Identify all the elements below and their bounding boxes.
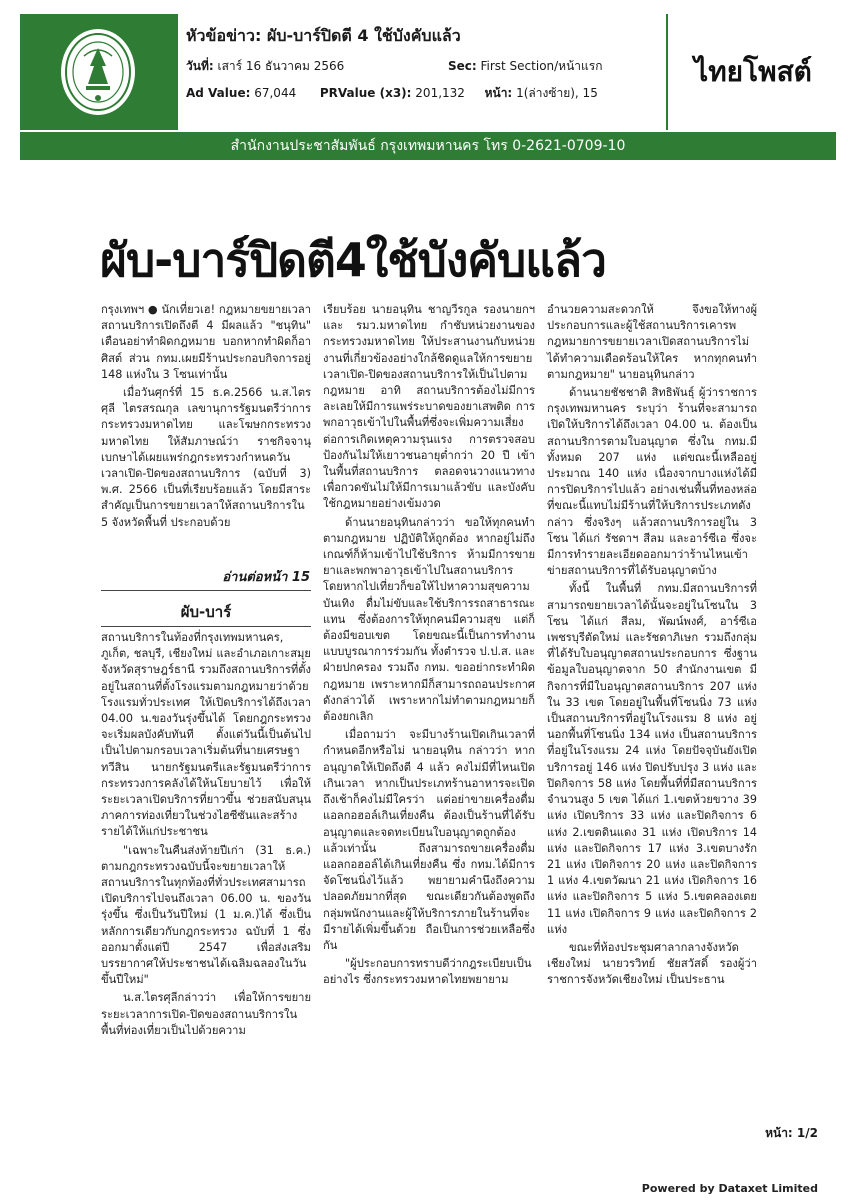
powered-by: Powered by Dataxet Limited	[641, 1182, 818, 1195]
section-value: First Section/หน้าแรก	[480, 59, 603, 73]
clipping-header	[20, 14, 836, 160]
article-column-1	[101, 302, 311, 533]
divider-bottom	[101, 626, 311, 627]
ad-value-label: Ad Value:	[186, 86, 251, 100]
clipping-info	[186, 14, 664, 130]
paragraph: อำนวยความสะดวกให้ จึงขอให้ทางผู้ประกอบการและผู้ใช้สถานบริการเคารพกฎหมายการขยายเวลาเปิดสถานบริการไม่ได้ทำความเดือดร้อนให้ใคร หากทุกคนทำตามกฎหมาย" นายอนุทินกล่าว	[547, 303, 757, 381]
section-label: Sec:	[447, 59, 477, 73]
divider-top	[101, 590, 311, 591]
publication-brand-panel	[666, 14, 838, 130]
ad-value: 67,044	[254, 86, 297, 100]
paragraph: "เฉพาะในคืนส่งท้ายปีเก่า (31 ธ.ค.) ตามกฎกระทรวงฉบับนี้จะขยายเวลาให้สถานบริการในทุกท้องที่ทั่วประเทศสามารถเปิดบริการไปจนถึงเวลา 06.00 น. ของวันรุ่งขึ้น ซึ่งเป็นวันปีใหม่ (1 ม.ค.)ได้ ซึ่งเป็นหลักการเดียวกับกฎกระทรวง ฉบับที่ 1 ซึ่งออกมาตั้งแต่ปี 2547 เพื่อส่งเสริมบรรยากาศให้ประชาชนได้เฉลิมฉลองในวันขึ้นปีใหม่"	[101, 843, 311, 987]
paragraph: น.ส.ไตรศุลีกล่าวว่า เพื่อให้การขยายระยะเวลาการเปิด-ปิดของสถานบริการในพื้นที่ท่องเที่ยวเป็นไปด้วยความ	[101, 991, 311, 1037]
paragraph: ทั้งนี้ ในพื้นที่ กทม.มีสถานบริการที่สามารถขยายเวลาได้นั้นจะอยู่ในโซนใน 3 โซน ได้แก่ สีลม, พัฒน์พงศ์, อาร์ซีเอ เพชรบุรีตัดใหม่ และรัชดาภิเษก รวมถึงกลุ่มที่ได้รับใบอนุญาตสถานประกอบการ ซึ่งฐานข้อมูลใบอนุญาตจาก 50 สำนักงานเขต มีกิจการที่มีใบอนุญาตสถานบริการ 207 แห่งใน 33 เขต โดยอยู่ในพื้นที่โซนนิ่ง 73 แห่ง เป็นสถานบริการที่อยู่ในโรงแรม 8 แห่ง อยู่นอกพื้นที่โซนนิ่ง 134 แห่ง เป็นสถานบริการที่อยู่ในโรงแรม 24 แห่ง โดยปัจจุบันยังเปิดบริการอยู่ 146 แห่ง ปิดปรับปรุง 3 แห่ง และปิดกิจการ 58 แห่ง โดยพื้นที่ที่มีสถานบริการจำนวนสูง 5 เขต ได้แก่ 1.เขตห้วยขวาง 39 แห่ง เปิดบริการ 33 แห่ง และปิดกิจการ 6 แห่ง 2.เขตดินแดง 31 แห่ง เปิดบริการ 14 แห่ง และปิดกิจการ 17 แห่ง 3.เขตบางรัก 21 แห่ง เปิดกิจการ 20 แห่ง และปิดกิจการ 1 แห่ง 4.เขตวัฒนา 21 แห่ง เปิดกิจการ 16 แห่ง และปิดกิจการ 5 แห่ง 5.เขตคลองเตย 11 แห่ง เปิดกิจการ 9 แห่ง และปิดกิจการ 2 แห่ง	[547, 582, 757, 936]
headline-row	[186, 24, 664, 49]
publication-brand: ไทยโพสต์	[694, 55, 812, 88]
paragraph: "ผู้ประกอบการทราบดีว่ากฎระเบียบเป็นอย่างไร ซึ่งกระทรวงมหาดไทยพยายาม	[323, 957, 532, 987]
page-label: หน้า:	[484, 86, 513, 100]
paragraph: เมื่อถามว่า จะมีบางร้านเปิดเกินเวลาที่กำหนดอีกหรือไม่ นายอนุทิน กล่าวว่า หากอนุญาตให้เปิดถึงตี 4 แล้ว คงไม่มีที่ไหนเปิดเกินเวลา หากเป็นประเภทร้านอาหารจะเปิดถึงเช้าก็คงไม่มีใครว่า แต่อย่าขายเครื่องดื่มแอลกอฮอล์เกินเที่ยงคืน ต้องเป็นร้านที่ได้รับอนุญาตและจดทะเบียนใบอนุญาตถูกต้องแล้วเท่านั้น ถึงสามารถขายเครื่องดื่มแอลกอฮอล์ได้เกินเที่ยงคืน ซึ่ง กทม.ได้มีการจัดโซนนิ่งไว้แล้ว พยายามคำนึงถึงความปลอดภัยมากที่สุด ขณะเดียวกันต้องพูดถึงกลุ่มพนักงานและผู้ให้บริการภายในร้านที่จะมีรายได้เพิ่มขึ้นด้วย ถือเป็นการช่วยเหลือซึ่งกัน	[323, 728, 535, 952]
date-value: เสาร์ 16 ธันวาคม 2566	[217, 59, 345, 73]
page-number: หน้า: 1/2	[765, 1126, 818, 1140]
value-row	[186, 84, 664, 103]
article-title: ผับ-บาร์ปิดตี4ใช้บังคับแล้ว	[100, 233, 606, 287]
date-row	[186, 57, 664, 76]
continuation-subhead: ผับ-บาร์	[180, 603, 232, 621]
article-column-3	[547, 302, 757, 991]
pr-value: 201,132	[415, 86, 465, 100]
article-column-2	[323, 302, 535, 991]
continued-note: อ่านต่อหน้า 15	[222, 570, 310, 585]
headline-text: ผับ-บาร์ปิดตี 4 ใช้บังคับแล้ว	[266, 26, 461, 45]
paragraph: เรียบร้อย นายอนุทิน ชาญวีรกูล รองนายกฯ และ รมว.มหาดไทย กำชับหน่วยงานของกระทรวงมหาดไทย ให้ประสานงานกับหน่วยงานที่เกี่ยวข้องอย่างใกล้ชิดดูแลให้การขยายเวลาเปิด-ปิดของสถานบริการให้เป็นไปตามกฎหมาย อาทิ สถานบริการต้องไม่มีการละเลยให้มีการแพร่ระบาดของยาเสพติด การพกอาวุธเข้าไปในพื้นที่ซึ่งจะเพิ่มความเสี่ยงต่อการเกิดเหตุความรุนแรง การตรวจสอบป้องกันไม่ให้เยาวชนอายุต่ำกว่า 20 ปี เข้าในพื้นที่สถานบริการ ตลอดจนวางแนวทางเพื่อกวดขันไม่ให้มีการเมาแล้วขับ และบังคับใช้กฎหมายอย่างเข้มงวด	[323, 303, 535, 511]
pr-value-label: PRValue (x3):	[319, 86, 412, 100]
bma-logo-panel	[20, 14, 178, 130]
headline-label: หัวข้อข่าว:	[186, 26, 262, 45]
paragraph: เมื่อวันศุกร์ที่ 15 ธ.ค.2566 น.ส.ไตรศุลี ไตรสรณกุล เลขานุการรัฐมนตรีว่าการกระทรวงมหาดไทย และโฆษกกระทรวงมหาดไทย ให้สัมภาษณ์ว่า ราชกิจจานุเบกษาได้เผยแพร่กฎกระทรวงกำหนดวันเวลาเปิด-ปิดของสถานบริการ (ฉบับที่ 3) พ.ศ. 2566 เป็นที่เรียบร้อยแล้ว โดยมีสาระสำคัญเป็นการขยายเวลาให้สถานบริการใน 5 จังหวัดพื้นที่ ประกอบด้วย	[101, 386, 311, 529]
contact-banner: สำนักงานประชาสัมพันธ์ กรุงเทพมหานคร โทร 0-2621-0709-10	[20, 132, 836, 160]
paragraph: ขณะที่ห้องประชุมศาลากลางจังหวัดเชียงใหม่ นายวรวิทย์ ชัยสวัสดิ์ รองผู้ว่าราชการจังหวัดเชียงใหม่ เป็นประธาน	[547, 940, 757, 987]
bma-seal-icon	[58, 26, 138, 118]
date-label: วันที่:	[186, 59, 214, 73]
page-value: 1(ล่างซ้าย), 15	[516, 86, 598, 100]
paragraph: ด้านนายอนุทินกล่าวว่า ขอให้ทุกคนทำตามกฎหมาย ปฏิบัติให้ถูกต้อง หากอยู่ไม่ถึงเกณฑ์ก็ห้ามเข้าไปใช้บริการ ห้ามมีการขายยาและพกพาอาวุธเข้าไปในสถานบริการ โดยหากไปเที่ยวก็ขอให้ไปหาความสุขความบันเทิง ดื่มไม่ขับและใช้บริการรถสาธารณะแทน ซึ่งต้องการให้ทุกคนมีความสุข แต่ก็ต้องมีขอบเขต โดยขณะนี้เป็นการทำงานแบบบูรณาการร่วมกัน ทั้งตำรวจ ป.ป.ส. และฝ่ายปกครอง รวมถึง กทม. ขออย่ากระทำผิดกฎหมาย เพราะหากมีก็สามารถถอนประกาศดังกล่าวได้ เพราะหากไม่ทำตามกฎหมายก็ต้องยกเลิก	[323, 515, 536, 724]
article-column-1-continued	[101, 630, 311, 1041]
paragraph: สถานบริการในท้องที่กรุงเทพมหานคร, ภูเก็ต, ชลบุรี, เชียงใหม่ และอำเภอเกาะสมุย จังหวัดสุราษฎร์ธานี รวมถึงสถานบริการที่ตั้งอยู่ในสถานที่ตั้งโรงแรมตามกฎหมายว่าด้วยโรงแรมทั่วประเทศ ให้เปิดบริการได้ถึงเวลา 04.00 น.ของวันรุ่งขึ้นได้ โดยกฎกระทรวงจะเริ่มผลบังคับทันที ตั้งแต่วันนี้เป็นต้นไป เป็นไปตามกรอบเวลาเริ่มต้นที่นายเศรษฐา ทวีสิน นายกรัฐมนตรีและรัฐมนตรีว่าการกระทรวงการคลังได้ให้นโยบายไว้ เพื่อให้ระยะเวลาเปิดบริการที่ยาวขึ้น ช่วยสนับสนุนภาคการท่องเที่ยวในช่วงไฮซีซันและสร้างรายได้ให้แก่ประชาชน	[101, 631, 311, 839]
paragraph: กรุงเทพฯ ● นักเที่ยวเฮ! กฎหมายขยายเวลาสถานบริการเปิดถึงตี 4 มีผลแล้ว "ชนุทิน" เตือนอย่าทำผิดกฎหมาย บอกหากทำผิดก็อาศิสต์ ส่วน กทม.เผยมีร้านประกอบกิจการอยู่ 148 แห่งใน 3 โซนเท่านั้น	[101, 303, 311, 381]
paragraph: ด้านนายชัชชาติ สิทธิพันธุ์ ผู้ว่าราชการกรุงเทพมหานคร ระบุว่า ร้านที่จะสามารถเปิดให้บริการได้ถึงเวลา 04.00 น. ต้องเป็นสถานบริการตามใบอนุญาต ซึ่งใน กทม.มีทั้งหมด 207 แห่ง แต่ขณะนี้เหลืออยู่ประมาณ 140 แห่ง เนื่องจากบางแห่งได้มีการปิดบริการไปแล้ว อย่างเช่นพื้นที่ทองหล่อ ที่ขณะนี้แทบไม่มีร้านที่ให้บริการประเภทดังกล่าว ซึ่งจริงๆ แล้วสถานบริการอยู่ใน 3 โซน ได้แก่ รัชดาฯ สีลม และอาร์ซีเอ ซึ่งจะมีการทำรายละเอียดออกมาว่าร้านไหนเข้าข่ายสถานบริการที่ได้รับอนุญาตบ้าง	[547, 386, 757, 578]
